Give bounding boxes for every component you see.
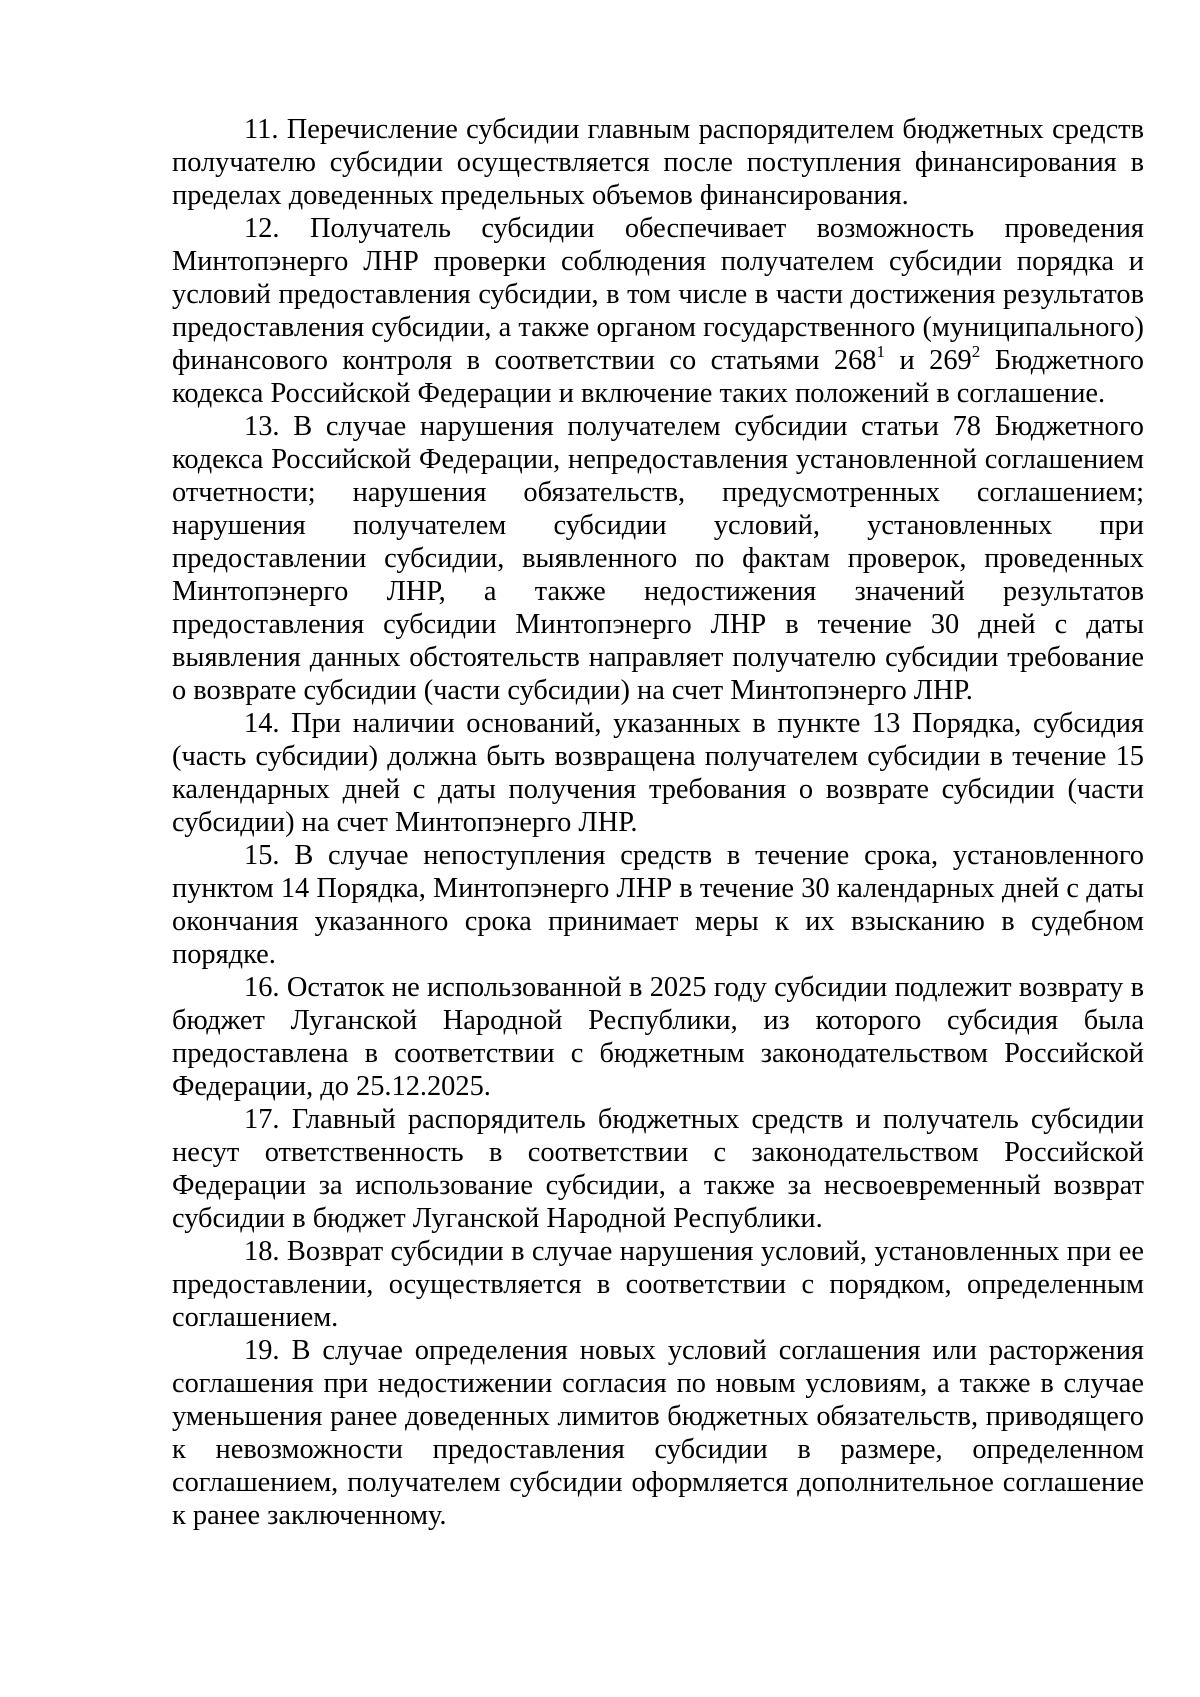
paragraph-15 bbox=[172, 839, 1144, 971]
paragraph-text: и 269 bbox=[885, 345, 972, 376]
superscript: 1 bbox=[876, 341, 885, 361]
paragraph-text: При наличии оснований, указанных в пункте 13 Порядка, субсидия (часть субсидии) должна быть возвращена получателем субсидии в течение 15 календарных дней с даты получения требования о возврате субсидии (части субсидии) на счет Минтопэнерго ЛНР. bbox=[172, 708, 1144, 838]
superscript: 2 bbox=[971, 341, 981, 361]
paragraph-number: 16. bbox=[244, 972, 280, 1003]
paragraph-18 bbox=[172, 1235, 1144, 1334]
document-body bbox=[172, 113, 1144, 1532]
paragraph-17 bbox=[172, 1103, 1144, 1235]
paragraph-number: 18. bbox=[244, 1236, 280, 1267]
paragraph-text: Бюджетного кодекса Российской Федерации и включение таких положений в соглашение. bbox=[172, 345, 1144, 409]
paragraph-text: Получатель субсидии обеспечивает возможность проведения Минтопэнерго ЛНР проверки соблюдения получателем субсидии порядка и условий предоставления субсидии, в том числе в части достижения результатов предоставления субсидии, а также органом государственного (муниципального) финансового контроля в соответствии со статьями 268 bbox=[172, 213, 1144, 376]
paragraph-11 bbox=[172, 113, 1144, 212]
paragraph-number: 17. bbox=[244, 1104, 280, 1135]
paragraph-13 bbox=[172, 410, 1144, 707]
paragraph-text: В случае нарушения получателем субсидии статьи 78 Бюджетного кодекса Российской Федерации, непредоставления установленной соглашением отчетности; нарушения обязательств, предусмотренных соглашением; нарушения получателем субсидии условий, установленных при предоставлении субсидии, выявленного по фактам проверок, проведенных Минтопэнерго ЛНР, а также недостижения значений результатов предоставления субсидии Минтопэнерго ЛНР в течение 30 дней с даты выявления данных обстоятельств направляет получателю субсидии требование о возврате субсидии (части субсидии) на счет Минтопэнерго ЛНР. bbox=[172, 411, 1144, 706]
paragraph-19 bbox=[172, 1334, 1144, 1532]
paragraph-text: Главный распорядитель бюджетных средств и получатель субсидии несут ответственность в соответствии с законодательством Российской Федерации за использование субсидии, а также за несвоевременный возврат субсидии в бюджет Луганской Народной Республики. bbox=[172, 1104, 1144, 1234]
paragraph-number: 15. bbox=[244, 840, 280, 871]
paragraph-12 bbox=[172, 212, 1144, 410]
paragraph-text: В случае непоступления средств в течение срока, установленного пунктом 14 Порядка, Минтопэнерго ЛНР в течение 30 календарных дней с даты окончания указанного срока принимает меры к их взысканию в судебном порядке. bbox=[172, 840, 1144, 970]
paragraph-14 bbox=[172, 707, 1144, 839]
paragraph-text: Перечисление субсидии главным распорядителем бюджетных средств получателю субсидии осуществляется после поступления финансирования в пределах доведенных предельных объемов финансирования. bbox=[172, 114, 1144, 211]
paragraph-number: 12. bbox=[244, 213, 280, 244]
paragraph-text: Остаток не использованной в 2025 году субсидии подлежит возврату в бюджет Луганской Народной Республики, из которого субсидия была предоставлена в соответствии с бюджетным законодательством Российской Федерации, до 25.12.2025. bbox=[172, 972, 1144, 1102]
paragraph-16 bbox=[172, 971, 1144, 1103]
paragraph-text: В случае определения новых условий соглашения или расторжения соглашения при недостижении согласия по новым условиям, а также в случае уменьшения ранее доведенных лимитов бюджетных обязательств, приводящего к невозможности предоставления субсидии в размере, определенном соглашением, получателем субсидии оформляется дополнительное соглашение к ранее заключенному. bbox=[172, 1335, 1144, 1531]
paragraph-number: 11. bbox=[244, 114, 279, 145]
paragraph-number: 13. bbox=[244, 411, 280, 442]
paragraph-number: 14. bbox=[244, 708, 280, 739]
paragraph-number: 19. bbox=[244, 1335, 280, 1366]
paragraph-text: Возврат субсидии в случае нарушения условий, установленных при ее предоставлении, осуществляется в соответствии с порядком, определенным соглашением. bbox=[172, 1236, 1144, 1333]
